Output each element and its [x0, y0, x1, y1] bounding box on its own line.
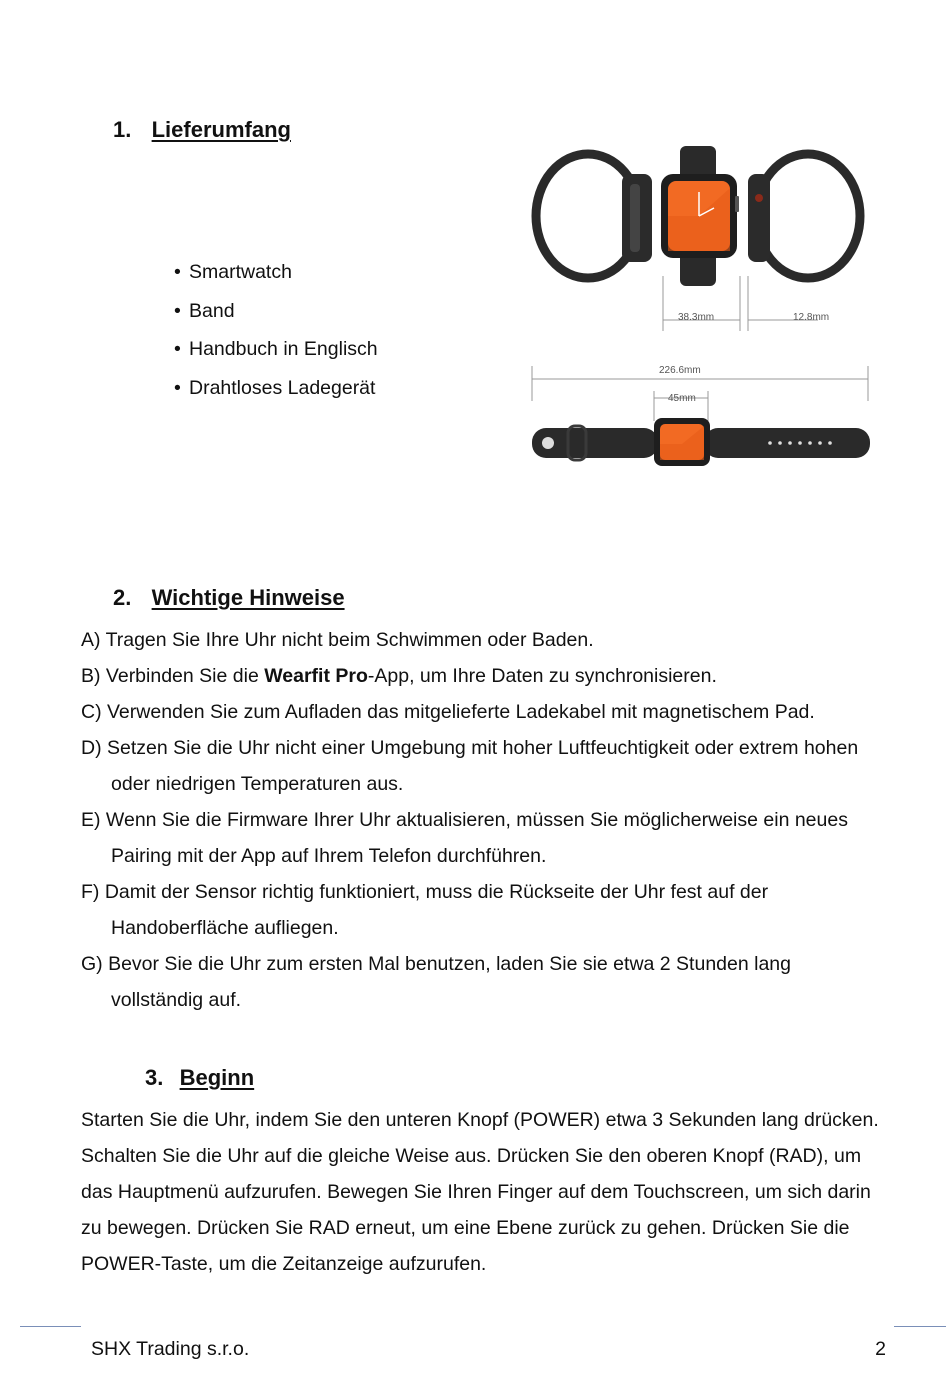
footer-company: SHX Trading s.r.o. [91, 1338, 250, 1360]
dimension-depth-label: 12.8mm [793, 312, 830, 323]
note-e: E) Wenn Sie die Firmware Ihrer Uhr aktualisieren, müssen Sie möglicherweise ein neues Pairing mit der App auf Ihrem Telefon durchführen. [81, 809, 848, 867]
smartwatch-illustration [518, 126, 882, 476]
bullet-icon: • [174, 299, 181, 322]
section-heading-lieferumfang [113, 117, 291, 143]
note-b-suffix: -App, um Ihre Daten zu synchronisieren. [367, 665, 717, 687]
section-title: Wichtige Hinweise [151, 585, 345, 610]
list-item-label: Band [189, 299, 235, 322]
bullet-icon: • [174, 376, 181, 399]
note-b [81, 658, 901, 694]
dimension-length-label: 226.6mm [659, 365, 701, 376]
note-c: C) Verwenden Sie zum Aufladen das mitgelieferte Ladekabel mit magnetischem Pad. [81, 701, 815, 723]
dimension-face-label: 45mm [668, 393, 696, 404]
watch-side-view-left [536, 154, 652, 278]
page-number: 2 [875, 1338, 886, 1360]
dimension-width-label: 38.3mm [678, 312, 715, 323]
list-item-label: Handbuch in Englisch [189, 338, 378, 360]
list-item-label: Smartwatch [189, 261, 292, 283]
watch-front-view [661, 146, 739, 286]
important-notes [81, 622, 901, 1018]
section-title: Lieferumfang [151, 117, 291, 142]
list-item [174, 374, 378, 413]
getting-started-paragraph: Starten Sie die Uhr, indem Sie den unteren Knopf (POWER) etwa 3 Sekunden lang drücken. Schalten Sie die Uhr auf die gleiche Weise aus. Drücken Sie den oberen Knopf (RAD), um das Hauptmenü aufzurufen. Bewegen Sie Ihren Finger auf dem Touchscreen, um sich darin zu bewegen. Drücken Sie RAD erneut, um eine Ebene zurück zu gehen. Drücken Sie die POWER-Taste, um die Zeitanzeige aufzurufen. [81, 1109, 879, 1275]
bullet-icon: • [174, 338, 181, 360]
note-d: D) Setzen Sie die Uhr nicht einer Umgebung mit hoher Luftfeuchtigkeit oder extrem hohen oder niedrigen Temperaturen aus. [81, 737, 859, 795]
package-contents-list [174, 258, 378, 412]
watch-side-view-right [748, 154, 860, 278]
list-item [174, 258, 378, 297]
section-title: Beginn [179, 1065, 255, 1090]
footer-rule-left [20, 1326, 81, 1327]
section-heading-beginn [145, 1065, 254, 1091]
watch-flat-band-view [532, 418, 870, 466]
app-name: Wearfit Pro [264, 665, 368, 687]
section-number: 1. [113, 117, 132, 142]
footer-rule-right [894, 1326, 946, 1327]
note-f: F) Damit der Sensor richtig funktioniert, muss die Rückseite der Uhr fest auf der Handoberfläche aufliegen. [81, 881, 769, 939]
note-a: A) Tragen Sie Ihre Uhr nicht beim Schwimmen oder Baden. [81, 629, 594, 651]
note-g: G) Bevor Sie die Uhr zum ersten Mal benutzen, laden Sie sie etwa 2 Stunden lang vollständig auf. [81, 953, 791, 1011]
section-heading-hinweise [113, 585, 345, 611]
section-number: 2. [113, 585, 132, 610]
smartwatch-dimensions-figure [518, 126, 882, 476]
note-b-prefix: B) Verbinden Sie die [81, 665, 265, 687]
section-number: 3. [145, 1065, 164, 1090]
list-item-label: Drahtloses Ladegerät [189, 376, 376, 399]
list-item [174, 335, 378, 374]
list-item [174, 297, 378, 336]
bullet-icon: • [174, 261, 181, 283]
